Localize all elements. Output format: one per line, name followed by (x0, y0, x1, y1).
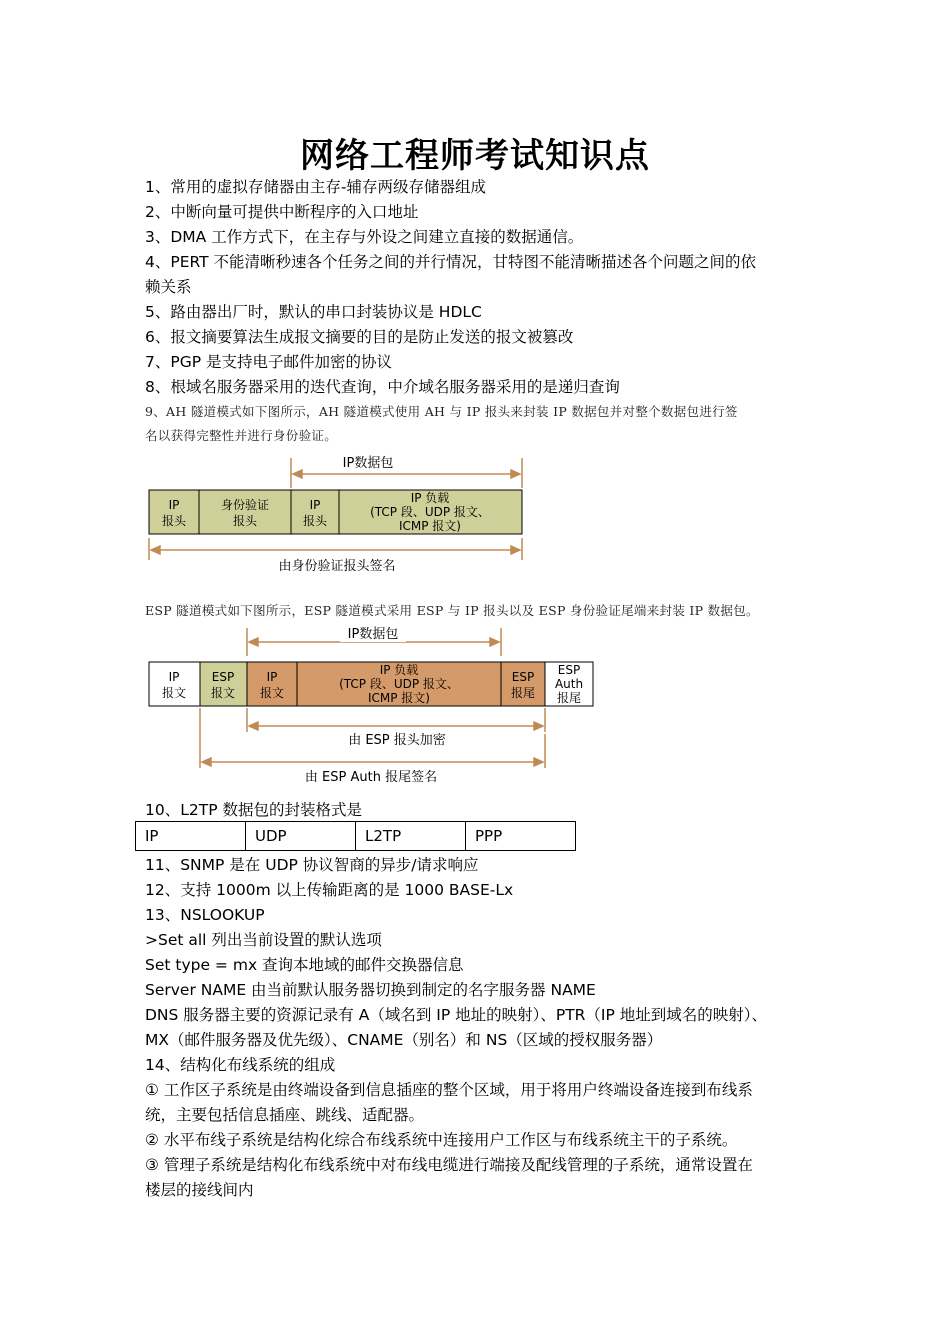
ah-bottom-label: 由身份验证报头签名 (278, 559, 396, 574)
ah-top-arrowhead-right (511, 470, 520, 478)
ah-box-label: (TCP 段、UDP 报文、 (370, 505, 490, 519)
ah-box-label: 报头 (302, 514, 328, 528)
esp-box-label: IP (266, 670, 278, 684)
esp-box-label: 报尾 (510, 686, 536, 700)
list-item: 14、结构化布线系统的组成 (145, 1056, 336, 1074)
list-item: 赖关系 (145, 278, 192, 296)
list-item: DNS 服务器主要的资源记录有 A（域名到 IP 地址的映射）、PTR（IP 地址到域名的映射）、 (145, 1006, 768, 1024)
esp-bottom-label: 由 ESP Auth 报尾签名 (304, 770, 438, 785)
esp-box-label: 报文 (210, 686, 236, 700)
list-item: 7、PGP 是支持电子邮件加密的协议 (145, 353, 392, 371)
esp-intro: ESP 隧道模式如下图所示，ESP 隧道模式采用 ESP 与 IP 报头以及 ESP 身份验证尾端来封装 IP 数据包。 (145, 603, 759, 618)
esp-box-label: 报尾 (556, 691, 582, 705)
list-item: 楼层的接线间内 (145, 1181, 254, 1199)
ah-box-label: 报头 (232, 514, 258, 528)
table-cell: L2TP (356, 822, 466, 851)
list-item: 1、常用的虚拟存储器由主存-辅存两级存储器组成 (145, 178, 486, 196)
list-item: 10、L2TP 数据包的封装格式是 (145, 801, 362, 819)
esp-box-label: ICMP 报文) (367, 691, 431, 705)
l2tp-format-table (135, 821, 576, 851)
list-item: ① 工作区子系统是由终端设备到信息插座的整个区域，用于将用户终端设备连接到布线系 (145, 1081, 753, 1099)
list-item: >Set all 列出当前设置的默认选项 (145, 931, 382, 949)
ah-box-label: IP (168, 498, 180, 512)
esp-tunnel-diagram (140, 622, 600, 788)
table-cell: IP (136, 822, 246, 851)
esp-box-label: (TCP 段、UDP 报文、 (339, 677, 459, 691)
ah-box-label: IP (309, 498, 321, 512)
table-row (136, 822, 576, 851)
esp-box-label: IP (168, 670, 180, 684)
list-item: 8、根域名服务器采用的迭代查询，中介域名服务器采用的是递归查询 (145, 378, 620, 396)
list-item: Server NAME 由当前默认服务器切换到制定的名字服务器 NAME (145, 981, 596, 999)
table-cell: UDP (246, 822, 356, 851)
list-item: ② 水平布线子系统是结构化综合布线系统中连接用户工作区与布线系统主干的子系统。 (145, 1131, 738, 1149)
esp-mid-arrowhead-right (534, 722, 543, 730)
list-item: 9、AH 隧道模式如下图所示，AH 隧道模式使用 AH 与 IP 报头来封装 IP 数据包并对整个数据包进行签 (145, 404, 738, 419)
esp-box-label: 报文 (259, 686, 285, 700)
esp-box-label: ESP (511, 670, 535, 684)
list-item: 统，主要包括信息插座、跳线、适配器。 (145, 1106, 425, 1124)
list-item: 名以获得完整性并进行身份验证。 (145, 428, 338, 443)
ah-bottom-arrowhead-right (511, 546, 520, 554)
esp-box-label: 报文 (161, 686, 187, 700)
ah-tunnel-diagram (140, 450, 540, 580)
list-item: 3、DMA 工作方式下，在主存与外设之间建立直接的数据通信。 (145, 228, 584, 246)
list-item: 13、NSLOOKUP (145, 906, 265, 924)
list-item: ③ 管理子系统是结构化布线系统中对布线电缆进行端接及配线管理的子系统，通常设置在 (145, 1156, 753, 1174)
esp-top-arrowhead-right (490, 638, 499, 646)
list-item: 12、支持 1000m 以上传输距离的是 1000 BASE-Lx (145, 881, 514, 899)
list-item: Set type = mx 查询本地域的邮件交换器信息 (145, 956, 464, 974)
esp-box-label: Auth (554, 677, 584, 691)
list-item: 5、路由器出厂时，默认的串口封装协议是 HDLC (145, 303, 482, 321)
list-item: 11、SNMP 是在 UDP 协议智商的异步/请求响应 (145, 856, 479, 874)
esp-box-label: ESP (211, 670, 235, 684)
list-item: 4、PERT 不能清晰秒速各个任务之间的并行情况，甘特图不能清晰描述各个问题之间的依 (145, 253, 757, 271)
esp-mid-arrowhead-left (249, 722, 258, 730)
esp-bottom-arrowhead-right (534, 758, 543, 766)
ah-top-label: IP数据包 (342, 456, 394, 471)
ah-box-label: 身份验证 (220, 498, 270, 512)
page-title: 网络工程师考试知识点 (300, 136, 650, 176)
list-item: MX（邮件服务器及优先级）、CNAME（别名）和 NS（区域的授权服务器） (145, 1031, 663, 1049)
list-item: 6、报文摘要算法生成报文摘要的目的是防止发送的报文被篡改 (145, 328, 574, 346)
esp-mid-label: 由 ESP 报头加密 (348, 733, 446, 748)
ah-box-label: 报头 (161, 514, 187, 528)
ah-box-label: ICMP 报文) (398, 519, 462, 533)
esp-top-arrowhead-left (249, 638, 258, 646)
esp-bottom-arrowhead-left (202, 758, 211, 766)
ah-bottom-arrowhead-left (151, 546, 160, 554)
ah-box-label: IP 负载 (410, 491, 450, 505)
esp-box-label: IP 负载 (379, 663, 419, 677)
esp-top-label: IP数据包 (347, 627, 399, 642)
esp-box-label: ESP (557, 663, 581, 677)
ah-top-arrowhead-left (293, 470, 302, 478)
table-cell: PPP (466, 822, 576, 851)
list-item: 2、中断向量可提供中断程序的入口地址 (145, 203, 419, 221)
